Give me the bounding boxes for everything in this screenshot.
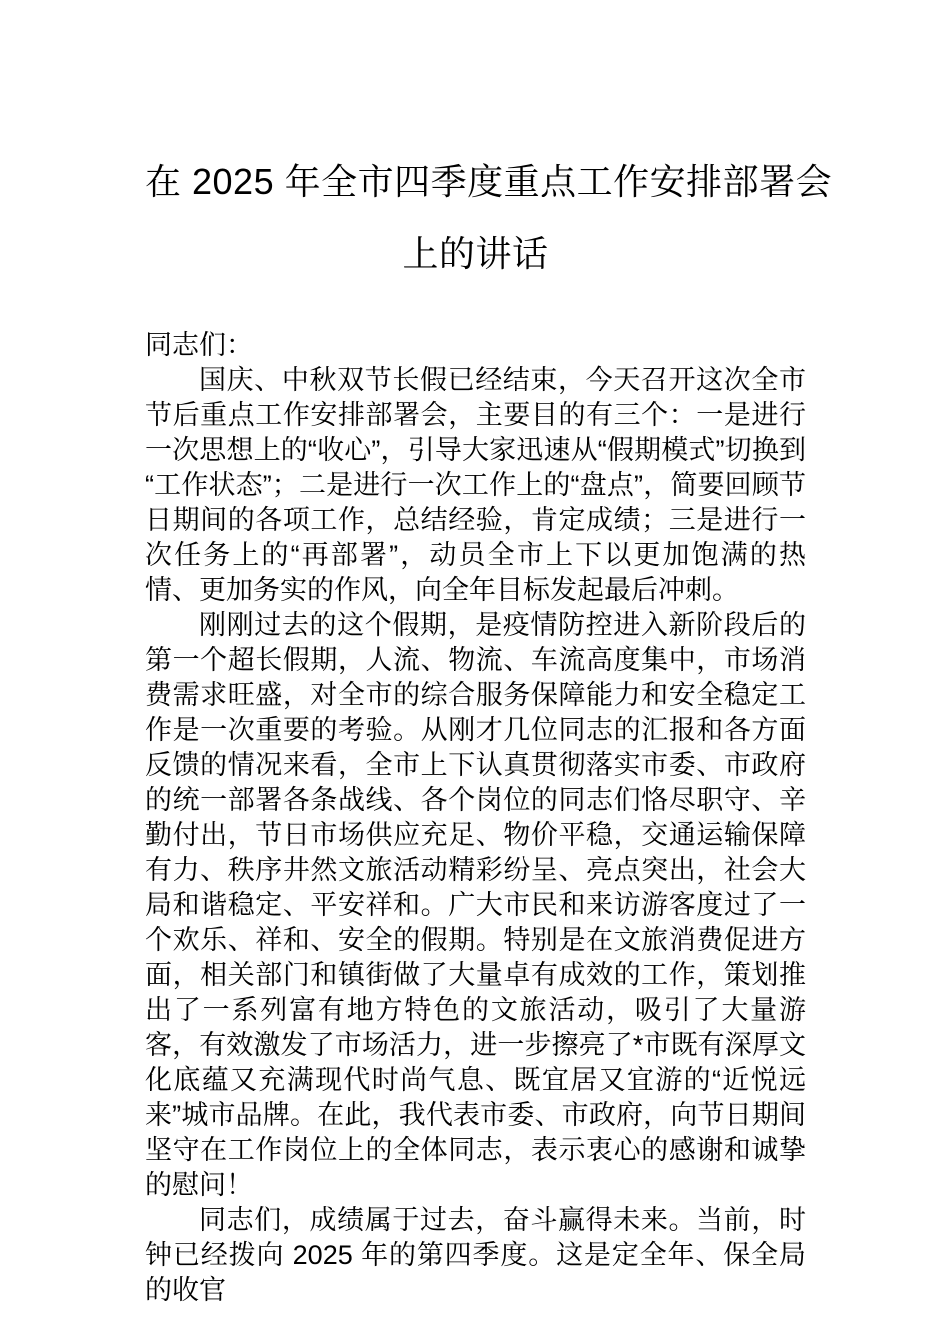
- paragraph-q4-outlook: 同志们，成绩属于过去，奋斗赢得未来。当前，时钟已经拨向 2025 年的第四季度。这是定全年、保全局的收官: [145, 1205, 806, 1305]
- paragraph-meeting-purpose: 国庆、中秋双节长假已经结束，今天召开这次全市节后重点工作安排部署会，主要目的有三个：一是进行一次思想上的“收心”，引导大家迅速从“假期模式”切换到“工作状态”；二是进行一次工作上的“盘点”，简要回顾节日期间的各项工作，总结经验，肯定成绩；三是进行一次任务上的“再部署”，动员全市上下以更加饱满的热情、更加务实的作风，向全年目标发起最后冲刺。: [145, 365, 806, 605]
- title-line-1: 在 2025 年全市四季度重点工作安排部署会: [145, 161, 833, 202]
- document-body: [145, 328, 806, 1308]
- paragraph-holiday-review: 刚刚过去的这个假期，是疫情防控进入新阶段后的第一个超长假期，人流、物流、车流高度集中，市场消费需求旺盛，对全市的综合服务保障能力和安全稳定工作是一次重要的考验。从刚才几位同志的汇报和各方面反馈的情况来看，全市上下认真贯彻落实市委、市政府的统一部署各条战线、各个岗位的同志们恪尽职守、辛勤付出，节日市场供应充足、物价平稳，交通运输保障有力、秩序井然文旅活动精彩纷呈、亮点突出，社会大局和谐稳定、平安祥和。广大市民和来访游客度过了一个欢乐、祥和、安全的假期。特别是在文旅消费促进方面，相关部门和镇街做了大量卓有成效的工作，策划推出了一系列富有地方特色的文旅活动，吸引了大量游客，有效激发了市场活力，进一步擦亮了*市既有深厚文化底蕴又充满现代时尚气息、既宜居又宜游的“近悦远来”城市品牌。在此，我代表市委、市政府，向节日期间坚守在工作岗位上的全体同志，表示衷心的感谢和诚挚的慰问！: [145, 610, 806, 1200]
- paragraph-salutation: 同志们：: [145, 330, 253, 360]
- document-content: [145, 146, 833, 1308]
- document-title: [145, 146, 833, 290]
- title-line-2: 上的讲话: [402, 233, 549, 274]
